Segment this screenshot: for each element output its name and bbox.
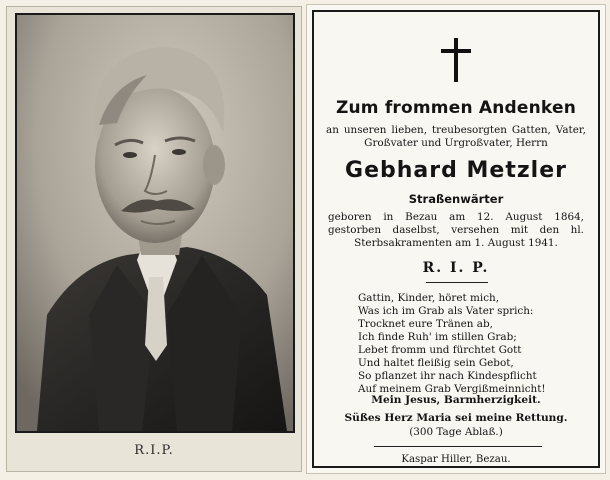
- poem-line: Was ich im Grab als Vater sprich:: [358, 305, 534, 317]
- memorial-card: [306, 4, 606, 474]
- indulgence-note: (300 Tage Ablaß.): [409, 426, 503, 438]
- printer-credit: Kaspar Hiller, Bezau.: [401, 454, 511, 465]
- photo-caption: R.I.P.: [134, 443, 174, 458]
- poem-line: Ich finde Ruh' im stillen Grab;: [358, 331, 517, 343]
- poem-line: Lebet fromm und fürchtet Gott: [358, 344, 522, 356]
- prayer-line-2: Süßes Herz Maria sei meine Rettung.: [344, 412, 568, 424]
- poem-line: Gattin, Kinder, höret mich,: [358, 292, 500, 304]
- portrait-image: [17, 15, 293, 431]
- divider-long: [374, 446, 542, 447]
- life-dates: geboren in Bezau am 12. August 1864, gestorben daselbst, versehen mit den hl. Sterbsakramenten am 1. August 1941.: [328, 211, 584, 249]
- dedication-text: an unseren lieben, treubesorgten Gatten, Vater, Großvater und Urgroßvater, Herrn: [326, 124, 586, 149]
- card-heading: Zum frommen Andenken: [335, 98, 577, 118]
- divider-short: [426, 282, 488, 283]
- rip-text: R. I. P.: [422, 260, 490, 276]
- cross-icon: [441, 38, 471, 82]
- memorial-poem: [358, 292, 580, 396]
- portrait-photo: [15, 13, 295, 433]
- poem-line: Und haltet fleißig sein Gebot,: [358, 357, 514, 369]
- poem-line: So pflanzet ihr nach Kindespflicht: [358, 370, 537, 382]
- poem-line: Trocknet eure Tränen ab,: [358, 318, 493, 330]
- portrait-card: [6, 6, 302, 472]
- poem-line: Auf meinem Grab Vergißmeinnicht!: [358, 383, 546, 395]
- memorial-border: [312, 10, 600, 468]
- prayer-line-1: Mein Jesus, Barmherzigkeit.: [371, 394, 541, 406]
- occupation: Straßenwärter: [408, 192, 504, 206]
- deceased-name: Gebhard Metzler: [345, 158, 567, 183]
